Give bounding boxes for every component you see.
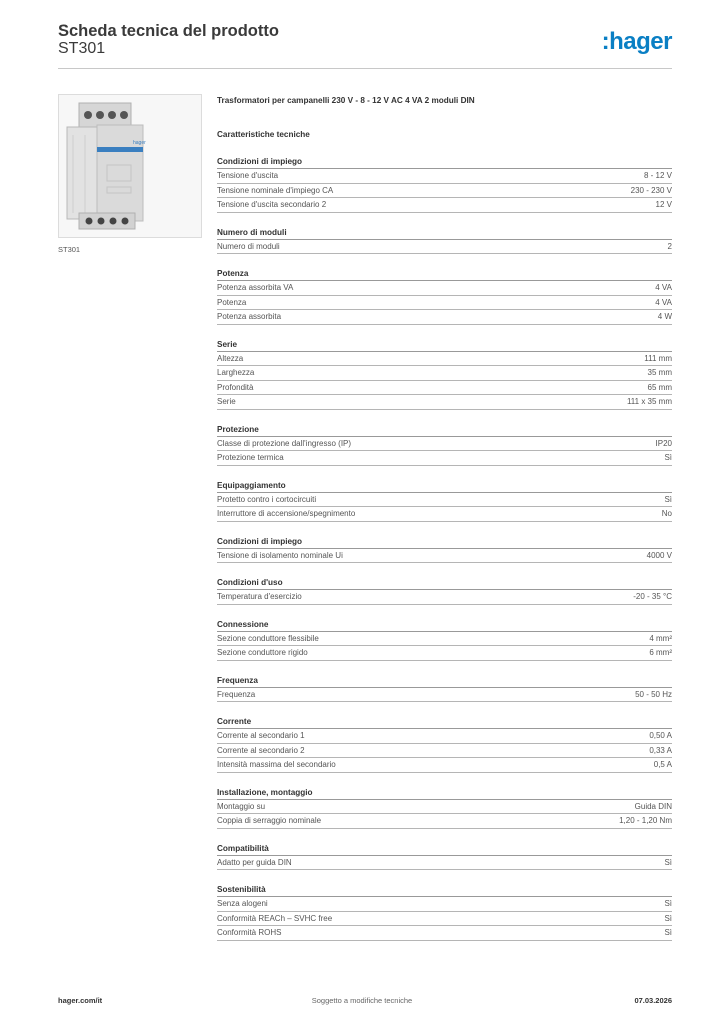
spec-row (217, 549, 672, 564)
spec-label: Temperatura d'esercizio (217, 592, 302, 601)
footer-website: hager.com/it (58, 996, 103, 1005)
spec-value: 50 - 50 Hz (635, 689, 672, 699)
spec-row (217, 912, 672, 927)
spec-label: Senza alogeni (217, 899, 268, 908)
spec-row (217, 310, 672, 325)
spec-label: Tensione d'uscita (217, 171, 279, 180)
spec-value: 4 VA (655, 297, 672, 307)
spec-group-title: Potenza (217, 268, 672, 281)
spec-label: Tensione nominale d'impiego CA (217, 185, 334, 195)
spec-row (217, 184, 672, 199)
spec-group-title: Protezione (217, 424, 672, 437)
spec-group (217, 156, 672, 213)
spec-value: Sì (664, 453, 672, 462)
spec-group-title: Numero di moduli (217, 227, 672, 240)
spec-value: 4000 V (646, 550, 672, 560)
footer-notice: Soggetto a modifiche tecniche (311, 996, 413, 1005)
spec-value: 111 x 35 mm (626, 397, 672, 406)
spec-label: Altezza (217, 353, 244, 363)
spec-value: 111 mm (644, 353, 672, 363)
spec-row (217, 897, 672, 912)
spec-value: 65 mm (647, 382, 672, 392)
spec-value: Sì (664, 494, 672, 504)
spec-group (217, 268, 672, 325)
spec-label: Conformità ROHS (217, 928, 282, 937)
spec-value: 6 mm² (649, 648, 672, 657)
spec-group-title: Condizioni d'uso (217, 577, 672, 590)
spec-groups (217, 156, 672, 941)
spec-label: Tensione d'uscita secondario 2 (217, 200, 327, 209)
product-title: Trasformatori per campanelli 230 V - 8 - 12 V AC 4 VA 2 moduli DIN (217, 96, 475, 105)
header-divider (58, 68, 672, 69)
spec-row (217, 395, 672, 410)
spec-row (217, 169, 672, 184)
spec-row (217, 926, 672, 941)
spec-row (217, 590, 672, 605)
spec-value: 8 - 12 V (643, 171, 672, 180)
spec-label: Sezione conduttore flessibile (217, 633, 319, 643)
spec-label: Conformità REACh – SVHC free (217, 913, 333, 923)
spec-group-title: Condizioni di impiego (217, 536, 672, 549)
spec-label: Montaggio su (217, 801, 266, 811)
spec-group-title: Corrente (217, 716, 672, 729)
footer-date: 07.03.2026 (634, 996, 672, 1005)
spec-row (217, 451, 672, 466)
spec-group (217, 884, 672, 941)
spec-value: -20 - 35 °C (633, 592, 672, 601)
spec-group-title: Condizioni di impiego (217, 156, 672, 169)
spec-value: IP20 (655, 438, 672, 448)
spec-label: Profondità (217, 382, 254, 392)
spec-row (217, 352, 672, 367)
spec-value: 0,50 A (649, 731, 672, 740)
spec-label: Corrente al secondario 1 (217, 731, 305, 740)
spec-label: Larghezza (217, 368, 255, 377)
spec-row (217, 688, 672, 703)
spec-row (217, 493, 672, 508)
spec-row (217, 366, 672, 381)
spec-label: Classe di protezione dall'ingresso (IP) (217, 438, 352, 448)
spec-group (217, 480, 672, 522)
spec-label: Corrente al secondario 2 (217, 745, 305, 755)
spec-value: Guida DIN (634, 801, 672, 811)
spec-value: Sì (664, 899, 672, 908)
product-code: ST301 (58, 40, 106, 57)
hager-logo: :hager (601, 28, 672, 55)
spec-row (217, 800, 672, 815)
spec-group-title: Sostenibilità (217, 884, 672, 897)
spec-value: 0,5 A (653, 760, 672, 769)
spec-label: Potenza assorbita (217, 312, 282, 321)
spec-row (217, 758, 672, 773)
spec-value: Sì (664, 913, 672, 923)
image-caption: ST301 (58, 245, 81, 254)
transformer-illustration (59, 95, 201, 237)
spec-row (217, 507, 672, 522)
spec-label: Adatto per guida DIN (217, 857, 292, 867)
spec-label: Protezione termica (217, 453, 284, 462)
spec-label: Potenza assorbita VA (217, 283, 294, 292)
spec-value: 4 mm² (649, 633, 672, 643)
product-image (58, 94, 202, 238)
spec-value: 4 W (657, 312, 672, 321)
spec-label: Tensione di isolamento nominale Ui (217, 550, 343, 560)
spec-group (217, 787, 672, 829)
spec-group (217, 619, 672, 661)
spec-group (217, 577, 672, 605)
spec-group (217, 339, 672, 410)
spec-value: 4 VA (655, 283, 672, 292)
spec-row (217, 198, 672, 213)
spec-row (217, 856, 672, 871)
spec-group (217, 675, 672, 703)
spec-group (217, 843, 672, 871)
spec-value: 35 mm (647, 368, 672, 377)
spec-group (217, 424, 672, 466)
device-brand-label: hager (133, 140, 146, 146)
spec-label: Protetto contro i cortocircuiti (217, 494, 317, 504)
spec-group-title: Connessione (217, 619, 672, 632)
spec-label: Serie (217, 397, 236, 406)
spec-row (217, 240, 672, 255)
spec-label: Numero di moduli (217, 241, 280, 251)
spec-row (217, 646, 672, 661)
spec-label: Intensità massima del secondario (217, 760, 336, 769)
spec-value: Sì (664, 928, 672, 937)
spec-group-title: Equipaggiamento (217, 480, 672, 493)
spec-label: Sezione conduttore rigido (217, 648, 308, 657)
spec-value: No (661, 509, 672, 518)
tech-section-title: Caratteristiche tecniche (217, 130, 310, 139)
spec-value: 230 - 230 V (630, 185, 672, 195)
spec-group (217, 716, 672, 773)
spec-row (217, 381, 672, 396)
spec-row (217, 744, 672, 759)
spec-row (217, 814, 672, 829)
spec-row (217, 296, 672, 311)
document-title: Scheda tecnica del prodotto (58, 22, 279, 40)
spec-label: Frequenza (217, 689, 256, 699)
spec-group-title: Frequenza (217, 675, 672, 688)
spec-value: 2 (667, 241, 672, 251)
spec-label: Interruttore di accensione/spegnimento (217, 509, 356, 518)
spec-group-title: Serie (217, 339, 672, 352)
spec-row (217, 632, 672, 647)
spec-row (217, 281, 672, 296)
spec-group-title: Compatibilità (217, 843, 672, 856)
spec-label: Potenza (217, 297, 247, 307)
spec-value: 0,33 A (649, 745, 672, 755)
spec-value: 1,20 - 1,20 Nm (619, 816, 672, 825)
spec-value: 12 V (655, 200, 672, 209)
spec-label: Coppia di serraggio nominale (217, 816, 322, 825)
spec-row (217, 729, 672, 744)
spec-row (217, 437, 672, 452)
spec-group (217, 536, 672, 564)
spec-group-title: Installazione, montaggio (217, 787, 672, 800)
spec-value: Sì (664, 857, 672, 867)
spec-content (217, 96, 672, 941)
spec-group (217, 227, 672, 255)
